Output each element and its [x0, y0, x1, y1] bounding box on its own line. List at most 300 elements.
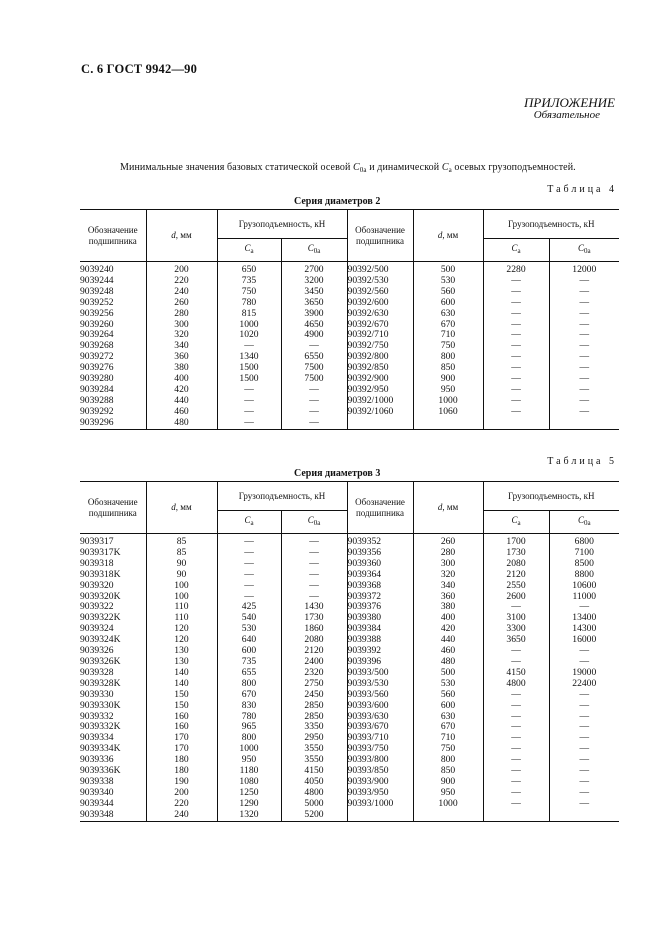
cell-d: 85 — [146, 548, 217, 559]
cell-d: 300 — [146, 320, 217, 331]
table4 — [80, 209, 619, 430]
cell-c0a: 2400 — [281, 657, 347, 668]
cell-d: 530 — [413, 276, 483, 287]
cell-designation: 90392/950 — [347, 385, 413, 396]
cell-d: 900 — [413, 777, 483, 788]
cell-d: 130 — [146, 646, 217, 657]
cell-c0a: — — [549, 330, 619, 341]
cell-c0a: 13400 — [549, 613, 619, 624]
cell-c0a: — — [281, 559, 347, 570]
cell-designation: 90393/850 — [347, 766, 413, 777]
cell-c0a: 3550 — [281, 744, 347, 755]
cell-c0a: 7100 — [549, 548, 619, 559]
cell-ca: 800 — [217, 733, 281, 744]
col-ca-header: $C_a$ — [483, 511, 549, 534]
cell-ca: — — [483, 799, 549, 810]
cell-designation: 90393/710 — [347, 733, 413, 744]
cell-ca: 2600 — [483, 592, 549, 603]
cell-c0a: 5200 — [281, 810, 347, 821]
cell-ca: 1320 — [217, 810, 281, 821]
cell-designation: 9039260 — [80, 318, 114, 330]
cell-d: 220 — [146, 799, 217, 810]
cell-ca: 800 — [217, 679, 281, 690]
col-designation-header: Обозначение подшипника — [80, 482, 146, 534]
cell-ca: 600 — [217, 646, 281, 657]
cell-c0a: 8500 — [549, 559, 619, 570]
cell-d: 440 — [413, 635, 483, 646]
col-d-header: d, мм — [146, 210, 217, 262]
cell-designation: 9039252 — [80, 296, 114, 308]
col-d-header: d, мм — [146, 482, 217, 534]
cell-c0a: 5000 — [281, 799, 347, 810]
cell-ca: 1080 — [217, 777, 281, 788]
cell-d: 750 — [413, 744, 483, 755]
cell-ca — [483, 418, 549, 429]
cell-designation: 90393/800 — [347, 755, 413, 766]
cell-d: 560 — [413, 690, 483, 701]
cell-designation: 9039326K — [80, 655, 121, 667]
table4-series-title: Серия диаметров 2 — [294, 196, 381, 207]
cell-designation: 90393/750 — [347, 744, 413, 755]
cell-designation: 9039288 — [80, 394, 114, 406]
cell-c0a: — — [549, 701, 619, 712]
cell-c0a: — — [549, 712, 619, 723]
cell-d: 260 — [413, 534, 483, 548]
cell-c0a: 2950 — [281, 733, 347, 744]
cell-designation: 9039364 — [347, 570, 413, 581]
cell-c0a: 8800 — [549, 570, 619, 581]
cell-designation: 9039340 — [80, 786, 114, 798]
cell-designation: 9039318 — [80, 557, 114, 569]
cell-designation: 90392/500 — [347, 262, 413, 276]
cell-designation: 9039396 — [347, 657, 413, 668]
cell-designation: 90392/1000 — [347, 396, 413, 407]
cell-ca: — — [483, 385, 549, 396]
cell-designation: 9039344 — [80, 797, 114, 809]
cell-c0a: — — [549, 799, 619, 810]
cell-d: 850 — [413, 766, 483, 777]
cell-d: 150 — [146, 690, 217, 701]
cell-c0a: 22400 — [549, 679, 619, 690]
cell-c0a: — — [549, 602, 619, 613]
cell-d: 750 — [413, 341, 483, 352]
cell-d: 280 — [413, 548, 483, 559]
cell-designation: 9039368 — [347, 581, 413, 592]
col-capacity-header: Грузоподъемность, кН — [217, 210, 347, 239]
cell-d: 850 — [413, 363, 483, 374]
cell-c0a: — — [549, 755, 619, 766]
cell-ca: 3100 — [483, 613, 549, 624]
cell-designation: 9039317 — [80, 536, 114, 547]
table5 — [80, 481, 619, 822]
cell-c0a: — — [281, 418, 347, 429]
cell-designation: 9039376 — [347, 602, 413, 613]
cell-c0a: — — [281, 385, 347, 396]
col-c0a-header: $C_{0a}$ — [281, 511, 347, 534]
cell-ca: — — [483, 602, 549, 613]
cell-designation: 9039330K — [80, 699, 121, 711]
cell-designation: 9039240 — [80, 264, 114, 275]
cell-ca: — — [483, 352, 549, 363]
cell-c0a: 1430 — [281, 602, 347, 613]
cell-designation: 9039352 — [347, 534, 413, 548]
cell-designation: 9039292 — [80, 405, 114, 417]
cell-c0a: — — [549, 298, 619, 309]
cell-d: 360 — [413, 592, 483, 603]
cell-c0a: 3200 — [281, 276, 347, 287]
cell-d: 120 — [146, 624, 217, 635]
cell-d: 85 — [146, 534, 217, 548]
cell-d: 220 — [146, 276, 217, 287]
table5-label: Таблица 5 — [547, 456, 617, 467]
cell-c0a: — — [281, 396, 347, 407]
table-row — [80, 690, 619, 701]
cell-ca: 815 — [217, 309, 281, 320]
cell-c0a: — — [549, 352, 619, 363]
table5-series-title: Серия диаметров 3 — [294, 468, 381, 479]
cell-c0a: 2850 — [281, 712, 347, 723]
table-row — [80, 534, 619, 548]
cell-d: 1000 — [413, 799, 483, 810]
cell-ca: 670 — [217, 690, 281, 701]
col-capacity-header: Грузоподъемность, кН — [483, 482, 619, 511]
cell-c0a: 10600 — [549, 581, 619, 592]
col-ca-header: $C_a$ — [217, 511, 281, 534]
col-d-header: d, мм — [413, 482, 483, 534]
cell-c0a: 3350 — [281, 722, 347, 733]
cell-ca: 750 — [217, 287, 281, 298]
cell-d: 180 — [146, 755, 217, 766]
cell-d: 400 — [146, 374, 217, 385]
cell-d: 710 — [413, 330, 483, 341]
table-row — [80, 701, 619, 712]
cell-ca: — — [483, 701, 549, 712]
appendix-title: ПРИЛОЖЕНИЕ — [524, 95, 615, 110]
cell-c0a: — — [549, 690, 619, 701]
cell-ca: 4150 — [483, 668, 549, 679]
cell-d: 950 — [413, 385, 483, 396]
cell-c0a: — — [549, 287, 619, 298]
cell-ca: — — [483, 646, 549, 657]
cell-d: 500 — [413, 668, 483, 679]
cell-designation: 9039372 — [347, 592, 413, 603]
cell-ca: 655 — [217, 668, 281, 679]
cell-designation: 90393/600 — [347, 701, 413, 712]
cell-designation — [347, 418, 413, 429]
cell-ca: 780 — [217, 298, 281, 309]
cell-designation: 90392/900 — [347, 374, 413, 385]
cell-designation: 90392/750 — [347, 341, 413, 352]
cell-ca: — — [217, 592, 281, 603]
col-ca-header: $C_a$ — [217, 239, 281, 262]
cell-c0a: 2850 — [281, 701, 347, 712]
cell-c0a: 3550 — [281, 755, 347, 766]
cell-ca: 1340 — [217, 352, 281, 363]
cell-c0a: 7500 — [281, 363, 347, 374]
cell-d: 340 — [413, 581, 483, 592]
cell-ca: 965 — [217, 722, 281, 733]
cell-ca: 1250 — [217, 788, 281, 799]
cell-d: 190 — [146, 777, 217, 788]
cell-ca: 1000 — [217, 320, 281, 331]
cell-c0a: — — [549, 766, 619, 777]
cell-ca: — — [483, 766, 549, 777]
cell-designation: 9039360 — [347, 559, 413, 570]
cell-c0a: — — [549, 341, 619, 352]
cell-d: 100 — [146, 581, 217, 592]
cell-d: 440 — [146, 396, 217, 407]
cell-designation: 9039280 — [80, 373, 114, 385]
col-designation-header: Обозначение подшипника — [347, 210, 413, 262]
cell-designation: 9039264 — [80, 329, 114, 341]
cell-d: 140 — [146, 679, 217, 690]
cell-c0a: — — [549, 722, 619, 733]
cell-d: 460 — [413, 646, 483, 657]
cell-ca: — — [483, 712, 549, 723]
cell-designation: 9039284 — [80, 383, 114, 395]
cell-ca: 4800 — [483, 679, 549, 690]
cell-d: 150 — [146, 701, 217, 712]
cell-designation: 9039392 — [347, 646, 413, 657]
cell-c0a: — — [549, 309, 619, 320]
col-capacity-header: Грузоподъемность, кН — [483, 210, 619, 239]
cell-c0a: 11000 — [549, 592, 619, 603]
cell-ca: 1730 — [483, 548, 549, 559]
cell-d: 420 — [146, 385, 217, 396]
cell-designation: 90392/850 — [347, 363, 413, 374]
cell-d: 360 — [146, 352, 217, 363]
cell-d: 380 — [413, 602, 483, 613]
cell-ca: — — [483, 363, 549, 374]
cell-d: 300 — [413, 559, 483, 570]
cell-c0a: — — [549, 646, 619, 657]
cell-designation: 9039336 — [80, 754, 114, 766]
cell-d: 200 — [146, 262, 217, 276]
cell-designation: 9039324K — [80, 634, 121, 646]
cell-c0a: 16000 — [549, 635, 619, 646]
cell-designation: 9039317K — [80, 546, 121, 558]
cell-ca — [483, 810, 549, 821]
cell-d: 200 — [146, 788, 217, 799]
cell-d: 280 — [146, 309, 217, 320]
col-c0a-header: $C_{0a}$ — [549, 239, 619, 262]
cell-designation: 90393/1000 — [347, 799, 413, 810]
cell-d — [413, 418, 483, 429]
page-header: С. 6 ГОСТ 9942—90 — [81, 62, 198, 76]
cell-designation: 9039268 — [80, 340, 114, 352]
cell-ca: — — [217, 418, 281, 429]
cell-ca: 830 — [217, 701, 281, 712]
cell-d: 480 — [146, 418, 217, 429]
cell-c0a: 4800 — [281, 788, 347, 799]
cell-c0a: — — [281, 534, 347, 548]
cell-designation: 90392/670 — [347, 320, 413, 331]
cell-designation: 9039388 — [347, 635, 413, 646]
col-c0a-header: $C_{0a}$ — [281, 239, 347, 262]
cell-ca: — — [483, 733, 549, 744]
cell-designation: 90393/630 — [347, 712, 413, 723]
table4-label: Таблица 4 — [547, 184, 617, 195]
cell-d: 340 — [146, 341, 217, 352]
cell-ca: 530 — [217, 624, 281, 635]
cell-ca: — — [483, 788, 549, 799]
cell-c0a: 7500 — [281, 374, 347, 385]
cell-designation: 9039332 — [80, 710, 114, 722]
cell-d: 800 — [413, 352, 483, 363]
cell-d: 600 — [413, 298, 483, 309]
cell-d: 670 — [413, 320, 483, 331]
cell-d: 560 — [413, 287, 483, 298]
cell-ca: 3300 — [483, 624, 549, 635]
cell-d: 110 — [146, 602, 217, 613]
cell-designation: 9039330 — [80, 688, 114, 700]
cell-designation: 90392/530 — [347, 276, 413, 287]
cell-c0a: 3450 — [281, 287, 347, 298]
cell-c0a: — — [549, 733, 619, 744]
cell-ca: 3650 — [483, 635, 549, 646]
cell-c0a: — — [281, 407, 347, 418]
cell-designation: 9039348 — [80, 808, 114, 820]
cell-c0a: 2120 — [281, 646, 347, 657]
cell-c0a: 3650 — [281, 298, 347, 309]
cell-ca: — — [483, 744, 549, 755]
cell-d: 530 — [413, 679, 483, 690]
cell-d: 710 — [413, 733, 483, 744]
cell-d: 110 — [146, 613, 217, 624]
table-row — [80, 407, 619, 418]
cell-ca: — — [217, 341, 281, 352]
cell-c0a: 2450 — [281, 690, 347, 701]
cell-c0a: 6800 — [549, 534, 619, 548]
cell-designation: 90393/530 — [347, 679, 413, 690]
cell-d: 800 — [413, 755, 483, 766]
cell-d: 400 — [413, 613, 483, 624]
cell-c0a: 1860 — [281, 624, 347, 635]
intro-text: Минимальные значения базовых статической осевой $C_{0a}$ и динамической $C_a$ осевых грузоподъемностей. — [120, 162, 576, 174]
cell-ca: — — [483, 320, 549, 331]
cell-designation: 90392/710 — [347, 330, 413, 341]
cell-ca: — — [483, 330, 549, 341]
cell-d: 420 — [413, 624, 483, 635]
cell-c0a: — — [549, 657, 619, 668]
cell-d: 90 — [146, 570, 217, 581]
cell-ca: 1000 — [217, 744, 281, 755]
cell-designation: 9039296 — [80, 416, 114, 428]
cell-d: 1000 — [413, 396, 483, 407]
cell-designation: 90392/600 — [347, 298, 413, 309]
cell-ca: 1500 — [217, 374, 281, 385]
cell-d: 600 — [413, 701, 483, 712]
cell-c0a: 4900 — [281, 330, 347, 341]
cell-ca: 1180 — [217, 766, 281, 777]
cell-ca: — — [217, 407, 281, 418]
cell-ca: — — [483, 777, 549, 788]
cell-designation: 9039356 — [347, 548, 413, 559]
cell-ca: 735 — [217, 657, 281, 668]
cell-ca: 1500 — [217, 363, 281, 374]
cell-designation: 9039334 — [80, 732, 114, 744]
cell-ca: — — [483, 722, 549, 733]
cell-c0a — [549, 418, 619, 429]
cell-ca: — — [483, 396, 549, 407]
cell-c0a: 2080 — [281, 635, 347, 646]
cell-c0a: 2700 — [281, 262, 347, 276]
cell-ca: 735 — [217, 276, 281, 287]
cell-d: 180 — [146, 766, 217, 777]
cell-designation: 90393/500 — [347, 668, 413, 679]
cell-designation: 9039332K — [80, 721, 121, 733]
table-row — [80, 810, 619, 821]
cell-c0a: — — [281, 592, 347, 603]
cell-d: 460 — [146, 407, 217, 418]
cell-designation: 90392/560 — [347, 287, 413, 298]
cell-ca: — — [217, 548, 281, 559]
cell-c0a: 4150 — [281, 766, 347, 777]
cell-ca: — — [217, 534, 281, 548]
cell-d: 630 — [413, 309, 483, 320]
cell-designation: 9039276 — [80, 362, 114, 374]
cell-designation: 9039320K — [80, 590, 121, 602]
cell-d: 160 — [146, 712, 217, 723]
cell-c0a — [549, 810, 619, 821]
cell-designation — [347, 810, 413, 821]
cell-d: 240 — [146, 810, 217, 821]
cell-ca: — — [217, 581, 281, 592]
cell-c0a: — — [281, 570, 347, 581]
cell-c0a: — — [549, 788, 619, 799]
cell-d: 950 — [413, 788, 483, 799]
cell-c0a: 4050 — [281, 777, 347, 788]
cell-designation: 90393/670 — [347, 722, 413, 733]
cell-c0a: — — [549, 777, 619, 788]
cell-d: 1060 — [413, 407, 483, 418]
cell-d: 670 — [413, 722, 483, 733]
cell-designation: 9039328 — [80, 666, 114, 678]
cell-designation: 9039318K — [80, 568, 121, 580]
cell-c0a: 3900 — [281, 309, 347, 320]
cell-designation: 9039384 — [347, 624, 413, 635]
cell-d: 160 — [146, 722, 217, 733]
cell-d: 260 — [146, 298, 217, 309]
cell-c0a: — — [549, 385, 619, 396]
cell-c0a: 4650 — [281, 320, 347, 331]
col-ca-header: $C_a$ — [483, 239, 549, 262]
cell-d: 120 — [146, 635, 217, 646]
cell-ca: 950 — [217, 755, 281, 766]
cell-ca: 425 — [217, 602, 281, 613]
cell-ca: — — [483, 657, 549, 668]
table-row — [80, 262, 619, 276]
cell-c0a: 14300 — [549, 624, 619, 635]
cell-ca: 2280 — [483, 262, 549, 276]
cell-ca: 540 — [217, 613, 281, 624]
cell-d: 140 — [146, 668, 217, 679]
cell-ca: 1290 — [217, 799, 281, 810]
cell-designation: 9039322 — [80, 601, 114, 613]
cell-c0a: — — [549, 320, 619, 331]
col-designation-header: Обозначение подшипника — [347, 482, 413, 534]
col-d-header: d, мм — [413, 210, 483, 262]
cell-ca: — — [483, 755, 549, 766]
cell-d — [413, 810, 483, 821]
cell-d: 100 — [146, 592, 217, 603]
cell-ca: — — [483, 298, 549, 309]
table-row — [80, 570, 619, 581]
cell-designation: 9039244 — [80, 274, 114, 286]
appendix-subtitle: Обязательное — [533, 109, 600, 121]
cell-d: 240 — [146, 287, 217, 298]
cell-ca: — — [217, 570, 281, 581]
